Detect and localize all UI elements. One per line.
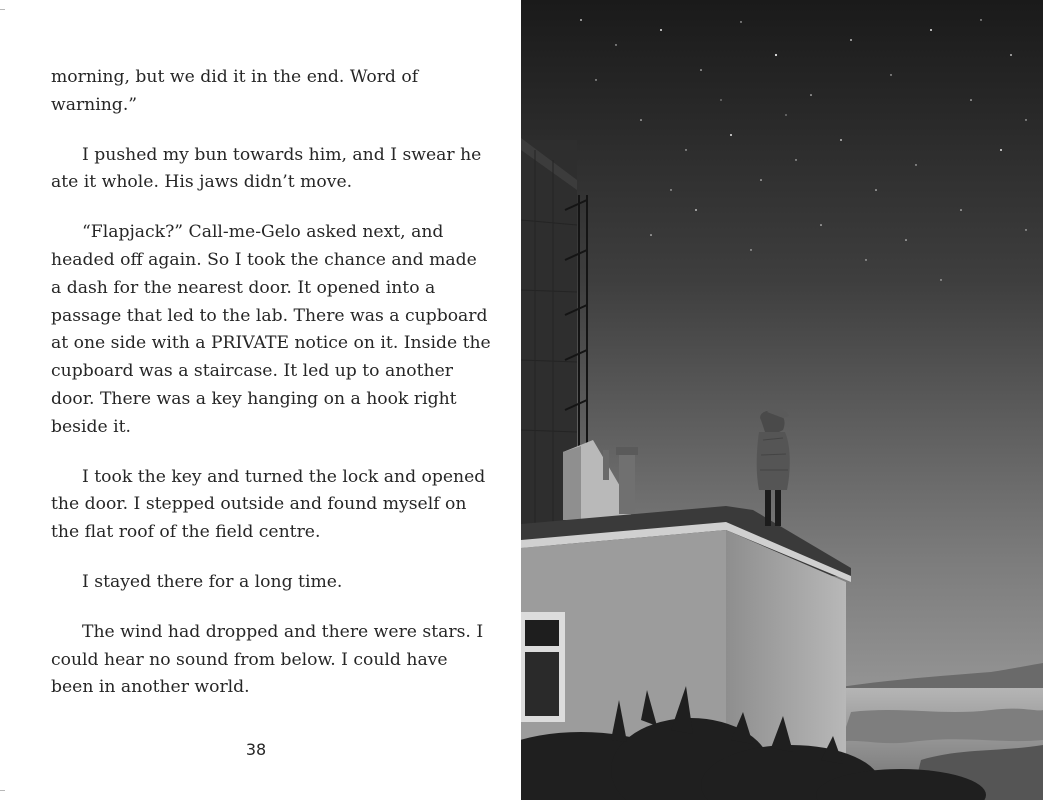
chimney-cap [616, 447, 638, 455]
crop-mark-bottom-left [0, 790, 5, 791]
left-page [0, 0, 521, 800]
paragraph: I took the key and turned the lock and opened the door. I stepped outside and found myself on the flat roof of the field centre. [51, 466, 486, 543]
paragraph: I stayed there for a long time. [82, 571, 343, 592]
chimney-small [603, 450, 609, 480]
paragraph: I pushed my bun towards him, and I swear he ate it whole. His jaws didn’t move. [51, 144, 482, 193]
paragraph: The wind had dropped and there were stars. I could hear no sound from below. I could have been in another world. [51, 621, 484, 698]
coastline [841, 709, 1043, 744]
window-pane [525, 652, 559, 716]
chimney [619, 452, 635, 514]
paragraph: morning, but we did it in the end. Word of warning.” [51, 67, 419, 115]
illustration-page [521, 0, 1043, 800]
page-number: 38 [245, 740, 267, 759]
gable-shadow [563, 446, 581, 520]
window-pane [525, 620, 559, 646]
story-text [51, 64, 491, 724]
night-rooftop-illustration [521, 0, 1043, 800]
crop-mark-top-left [0, 9, 5, 10]
paragraph: “Flapjack?” Call-me-Gelo asked next, and headed off again. So I took the chance and made a dash for the nearest door. It opened into a passage that led to the lab. There was a cupboard at one side with a PRIVATE notice on it. Inside the cupboard was a staircase. It led up to another door. There was a key hanging on a hook right beside it. [51, 222, 491, 437]
